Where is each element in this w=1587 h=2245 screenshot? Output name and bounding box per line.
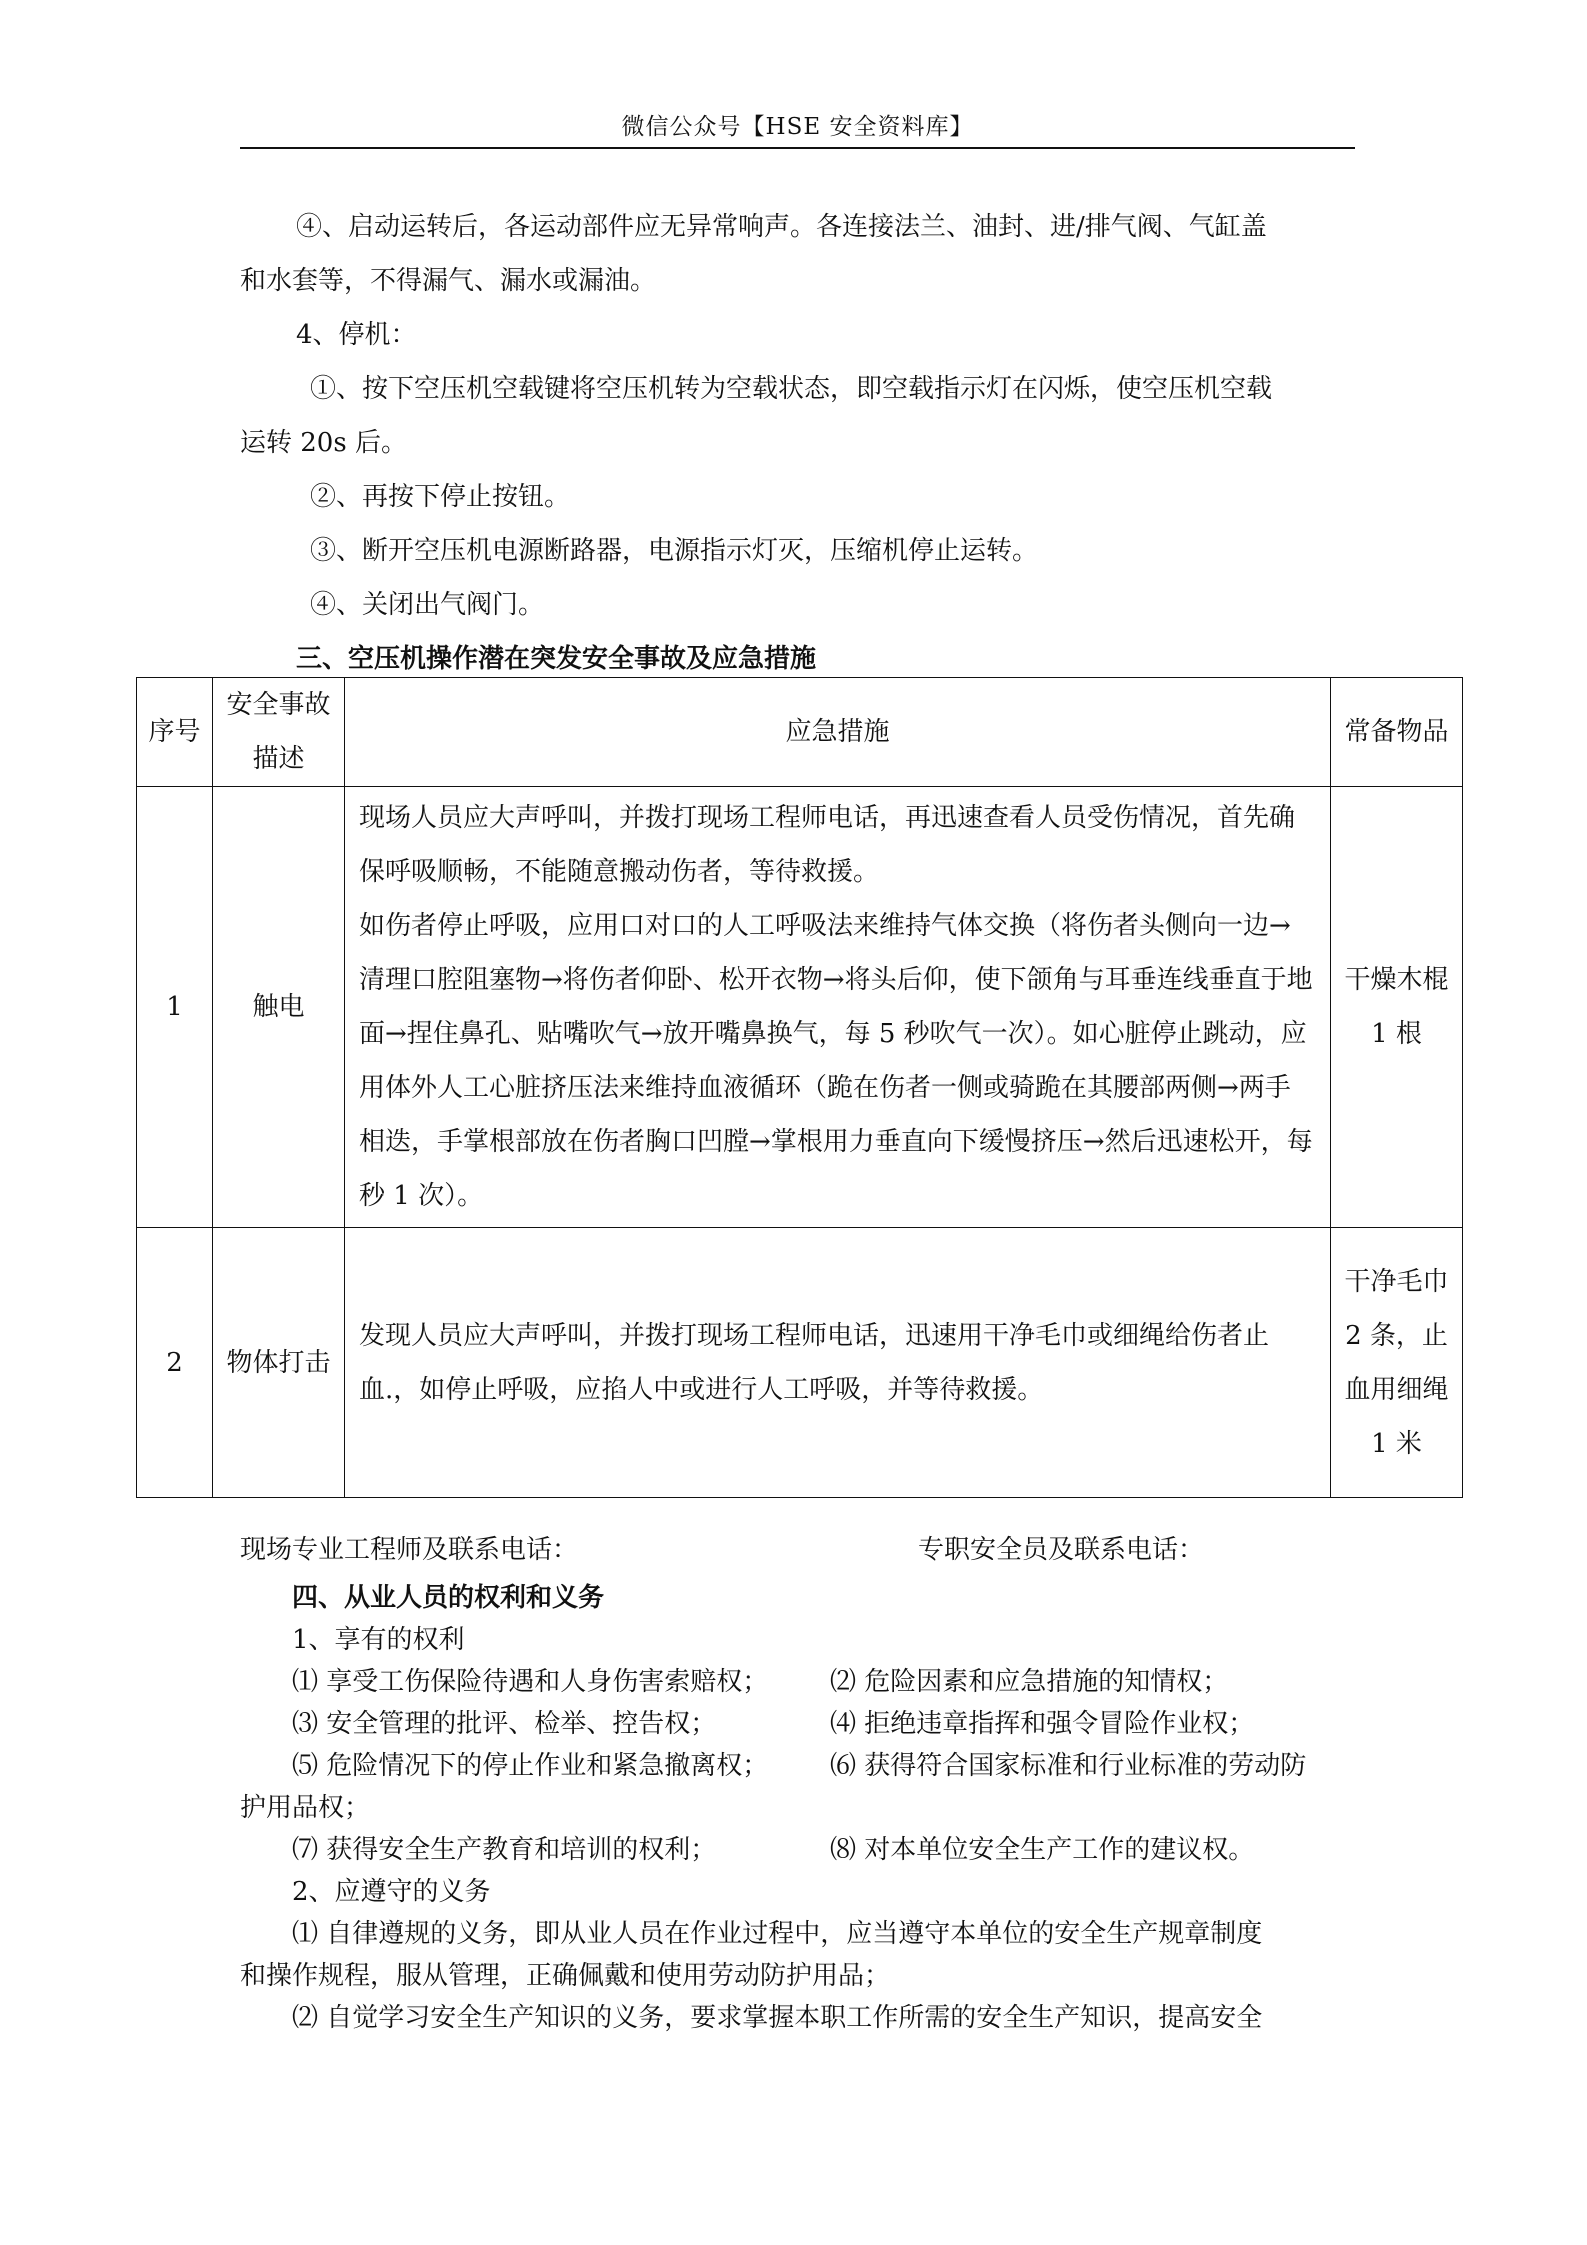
stop-step1-line2: 运转 20s 后。	[240, 428, 407, 458]
section3-title: 三、空压机操作潜在突发安全事故及应急措施	[296, 644, 817, 674]
upper-content	[240, 200, 1355, 686]
header-desc: 安全事故描述	[213, 678, 345, 787]
stop-step2: ②、再按下停止按钮。	[310, 482, 571, 512]
contact-engineer: 现场专业工程师及联系电话：	[240, 1535, 579, 1565]
right-item: ⑺ 获得安全生产教育和培训的权利；	[292, 1835, 717, 1865]
duty1-line2: 和操作规程，服从管理，正确佩戴和使用劳动防护用品；	[240, 1961, 891, 1991]
row-no: 1	[137, 787, 213, 1228]
rights-title: 1、享有的权利	[292, 1625, 465, 1655]
page-header: 微信公众号【HSE 安全资料库】	[621, 114, 974, 140]
right-item: ⑷ 拒绝违章指挥和强令冒险作业权；	[830, 1709, 1255, 1739]
rights-row-2	[240, 1703, 1355, 1745]
table-header-row	[137, 678, 1463, 787]
table-row	[137, 787, 1463, 1228]
row-items: 干净毛巾 2 条，止血用细绳 1 米	[1331, 1228, 1463, 1498]
header-items: 常备物品	[1331, 678, 1463, 787]
stop-step4: ④、关闭出气阀门。	[310, 590, 545, 620]
para-startup-line2: 和水套等，不得漏气、漏水或漏油。	[240, 266, 657, 296]
para-startup-line1: ④、启动运转后，各运动部件应无异常响声。各连接法兰、油封、进/排气阀、气缸盖	[296, 212, 1267, 242]
table-row	[137, 1228, 1463, 1498]
header-measure: 应急措施	[345, 678, 1331, 787]
duty2-line1: ⑵ 自觉学习安全生产知识的义务，要求掌握本职工作所需的安全生产知识，提高安全	[292, 2003, 1263, 2033]
section4-title: 四、从业人员的权利和义务	[292, 1583, 605, 1613]
contact-line	[240, 1523, 1355, 1577]
emergency-table	[136, 677, 1463, 1498]
row-measure	[345, 1228, 1331, 1498]
row-measure-part2: 如伤者停止呼吸，应用口对口的人工呼吸法来维持气体交换（将伤者头侧向一边→清理口腔阻塞物→将伤者仰卧、松开衣物→将头后仰，使下颌角与耳垂连线垂直于地面→捏住鼻孔、贴嘴吹气→放开嘴鼻换气，每 5 秒吹气一次）。如心脏停止跳动，应用体外人工心脏挤压法来维持血液循环（跪在伤者一侧或骑跪在其腰部两侧→两手相迭，手掌根部放在伤者胸口凹膛→掌根用力垂直向下缓慢挤压→然后迅速松开，每秒 1 次）。	[359, 911, 1313, 1211]
row-measure-part1: 现场人员应大声呼叫，并拨打现场工程师电话，再迅速查看人员受伤情况，首先确保呼吸顺畅，不能随意搬动伤者，等待救援。	[359, 803, 1296, 887]
header-divider	[240, 147, 1355, 149]
lower-content	[240, 1523, 1355, 2039]
row-measure	[345, 787, 1331, 1228]
right-item: ⑻ 对本单位安全生产工作的建议权。	[830, 1835, 1255, 1865]
stop-step3: ③、断开空压机电源断路器，电源指示灯灭，压缩机停止运转。	[310, 536, 1039, 566]
right-item-cont: 护用品权；	[240, 1793, 371, 1823]
right-item: ⑹ 获得符合国家标准和行业标准的劳动防	[830, 1751, 1307, 1781]
rights-row-4	[240, 1829, 1355, 1871]
duty1-line1: ⑴ 自律遵规的义务，即从业人员在作业过程中，应当遵守本单位的安全生产规章制度	[292, 1919, 1263, 1949]
row-measure-part1: 发现人员应大声呼叫，并拨打现场工程师电话，迅速用干净毛巾或细绳给伤者止血.，如停止呼吸，应掐人中或进行人工呼吸，并等待救援。	[359, 1320, 1270, 1405]
row-desc: 触电	[213, 787, 345, 1228]
rights-row-3	[240, 1745, 1355, 1787]
stop-step1-line1: ①、按下空压机空载键将空压机转为空载状态，即空载指示灯在闪烁，使空压机空载	[310, 374, 1273, 404]
header-no: 序号	[137, 678, 213, 787]
rights-row-1	[240, 1661, 1355, 1703]
right-item: ⑵ 危险因素和应急措施的知情权；	[830, 1667, 1229, 1697]
stop-title: 4、停机：	[296, 320, 417, 350]
row-items: 干燥木棍 1 根	[1331, 787, 1463, 1228]
contact-safety: 专职安全员及联系电话：	[918, 1535, 1205, 1565]
duties-title: 2、应遵守的义务	[292, 1877, 491, 1907]
row-desc: 物体打击	[213, 1228, 345, 1498]
row-no: 2	[137, 1228, 213, 1498]
right-item: ⑴ 享受工伤保险待遇和人身伤害索赔权；	[292, 1667, 769, 1697]
right-item: ⑶ 安全管理的批评、检举、控告权；	[292, 1709, 717, 1739]
right-item: ⑸ 危险情况下的停止作业和紧急撤离权；	[292, 1751, 769, 1781]
